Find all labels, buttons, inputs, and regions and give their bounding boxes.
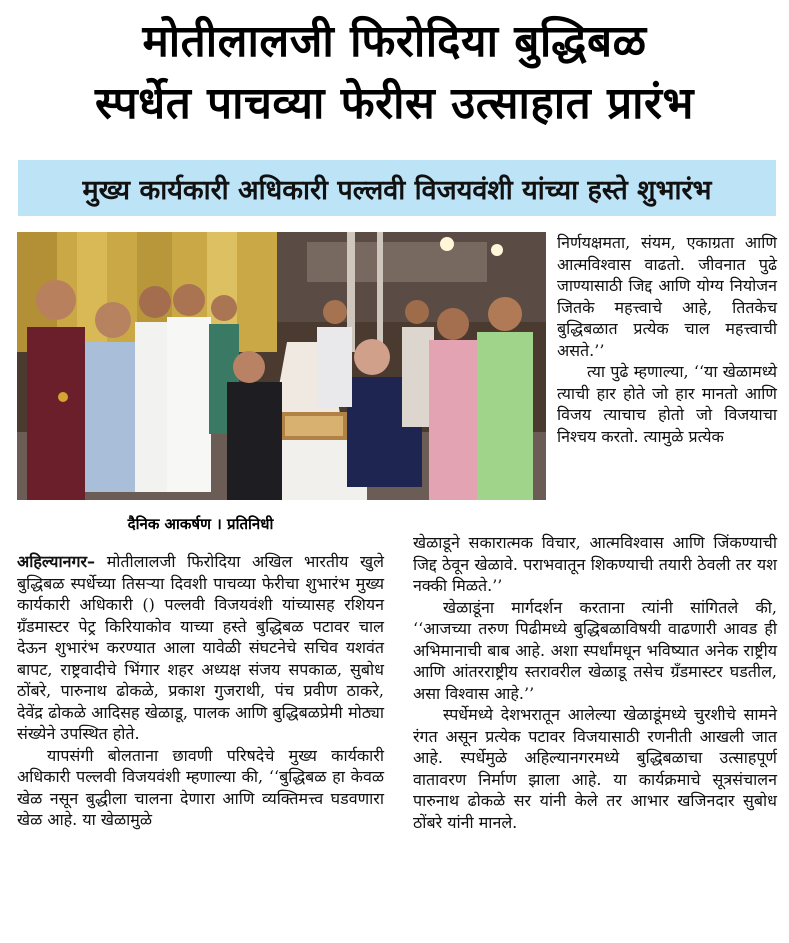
dateline: अहिल्यानगर– [17,552,96,571]
paragraph-left-2: यापसंगी बोलताना छावणी परिषदेचे मुख्य कार्यकारी अधिकारी पल्लवी विजयवंशी म्हणाल्या की, ‘‘बुद्धिबळ हा केवळ खेळ नसून बुद्धीला चालना देणारा आणि व्यक्तिमत्त्व घडवणारा खेळ आहे. या खेळामुळे [17,745,384,829]
paragraph-right-1: निर्णयक्षमता, संयम, एकाग्रता आणि आत्मविश्वास वाढतो. जीवनात पुढे जाण्यासाठी जिद्द आणि योग्य नियोजन जितके महत्त्वाचे आहे, तितकेच बुद्धिबळात प्रत्येक चाल महत्त्वाची असते.’’ [557,233,777,360]
headline-line-2: स्पर्धेत पाचव्या फेरीस उत्साहात प्रारंभ [95,78,694,129]
paragraph-left-1 [17,551,384,745]
byline: दैनिक आकर्षण । प्रतिनिधी [127,515,274,533]
paragraph-left-1-text: मोतीलालजी फिरोदिया अखिल भारतीय खुले बुद्धिबळ स्पर्धेच्या तिसऱ्या दिवशी पाचव्या फेरीचा शुभारंभ मुख्य कार्यकारी अधिकारी () पल्लवी विजयवंशी यांच्यासह रशियन ग्रँडमास्टर पेट्र किरियाकोव याच्या हस्ते बुद्धिबळ पटावर चाल देऊन शुभारंभ करण्यात आला यावेळी संघटनेचे सचिव यशवंत बापट, राष्ट्रवादीचे भिंगार शहर अध्यक्ष संजय सपकाळ, सुबोध ठोंबरे, पारुनाथ ढोकळे, प्रकाश गुजराथी, पंच प्रवीण ठाकरे, देवेंद्र ढोकळे आदिसह खेळाडू, पालक आणि बुद्धिबळप्रेमी मोठ्या संख्येने उपस्थित होते. [17,552,384,743]
paragraph-full-1: खेळाडूने सकारात्मक विचार, आत्मविश्वास आणि जिंकण्याची जिद्द ठेवून खेळावे. पराभवातून शिकण्याची तयारी ठेवली तर यश नक्की मिळते.’’ [413,533,777,595]
article-column-right-lower [413,532,777,833]
paragraph-right-2: त्या पुढे म्हणाल्या, ‘‘या खेळामध्ये त्याची हार होते जो हार मानतो आणि विजय त्याचाच होतो जो विजयाचा निश्चय करतो. त्यामुळे प्रत्येक [557,362,777,446]
subheadline-text: मुख्य कार्यकारी अधिकारी पल्लवी विजयवंशी यांच्या हस्ते शुभारंभ [82,174,712,206]
article-column-right [557,232,777,447]
subheadline-banner [18,160,776,216]
event-photo [17,232,546,500]
paragraph-full-3: स्पर्धेमध्ये देशभरातून आलेल्या खेळाडूंमध्ये चुरशीचे सामने रंगत असून प्रत्येक पटावर विजयासाठी रणनीती आखली जात आहे. स्पर्धेमुळे अहिल्यानगरमध्ये बुद्धिबळाचा उत्साहपूर्ण वातावरण निर्माण झाला आहे. या कार्यक्रमाचे सूत्रसंचालन पारुनाथ ढोकळे सर यांनी केले तर आभार खजिनदार सुबोध ठोंबरे यांनी मानले. [413,705,777,832]
event-photo-illustration [17,232,546,500]
paragraph-full-2: खेळाडूंना मार्गदर्शन करताना त्यांनी सांगितले की, ‘‘आजच्या तरुण पिढीमध्ये बुद्धिबळाविषयी वाढणारी आवड ही अभिमानाची बाब आहे. अशा स्पर्धांमधून भविष्यात अनेक राष्ट्रीय आणि आंतरराष्ट्रीय स्तरावरील खेळाडू तसेच ग्रँडमास्टर घडतील, असा विश्वास आहे.’’ [413,597,777,703]
headline-line-1: मोतीलालजी फिरोदिया बुद्धिबळ [142,16,647,67]
article-column-left [17,551,384,831]
